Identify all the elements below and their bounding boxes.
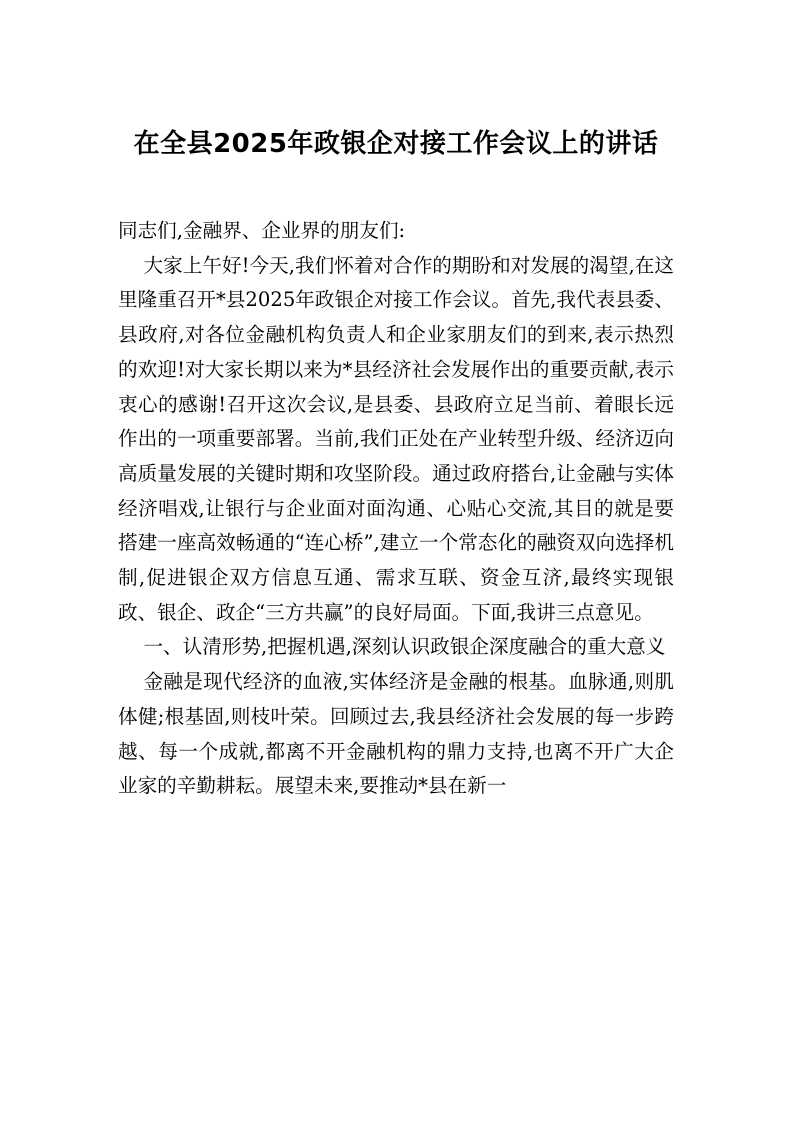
document-title: 在全县2025年政银企对接工作会议上的讲话 <box>133 129 659 159</box>
paragraph-finance: 金融是现代经济的血液,实体经济是金融的根基。血脉通,则肌体健;根基固,则枝叶荣。回顾过去,我县经济社会发展的每一步跨越、每一个成就,都离不开金融机构的鼎力支持,也离不开广大企业家的辛勤耕耘。展望未来,要推动*县在新一 <box>118 670 674 798</box>
paragraph-opening: 大家上午好!今天,我们怀着对合作的期盼和对发展的渴望,在这里隆重召开*县2025年政银企对接工作会议。首先,我代表县委、县政府,对各位金融机构负责人和企业家朋友们的到来,表示热烈的欢迎!对大家长期以来为*县经济社会发展作出的重要贡献,表示衷心的感谢!召开这次会议,是县委、县政府立足当前、着眼长远作出的一项重要部署。当前,我们正处在产业转型升级、经济迈向高质量发展的关键时期和攻坚阶段。通过政府搭台,让金融与实体经济唱戏,让银行与企业面对面沟通、心贴心交流,其目的就是要搭建一座高效畅通的“连心桥”,建立一个常态化的融资双向选择机制,促进银企双方信息互通、需求互联、资金互济,最终实现银政、银企、政企“三方共赢”的良好局面。下面,我讲三点意见。 <box>118 253 674 624</box>
section-heading-one: 一、认清形势,把握机遇,深刻认识政银企深度融合的重大意义 <box>143 635 666 659</box>
document-body <box>118 214 674 804</box>
greeting-line: 同志们,金融界、企业界的朋友们: <box>118 219 406 242</box>
